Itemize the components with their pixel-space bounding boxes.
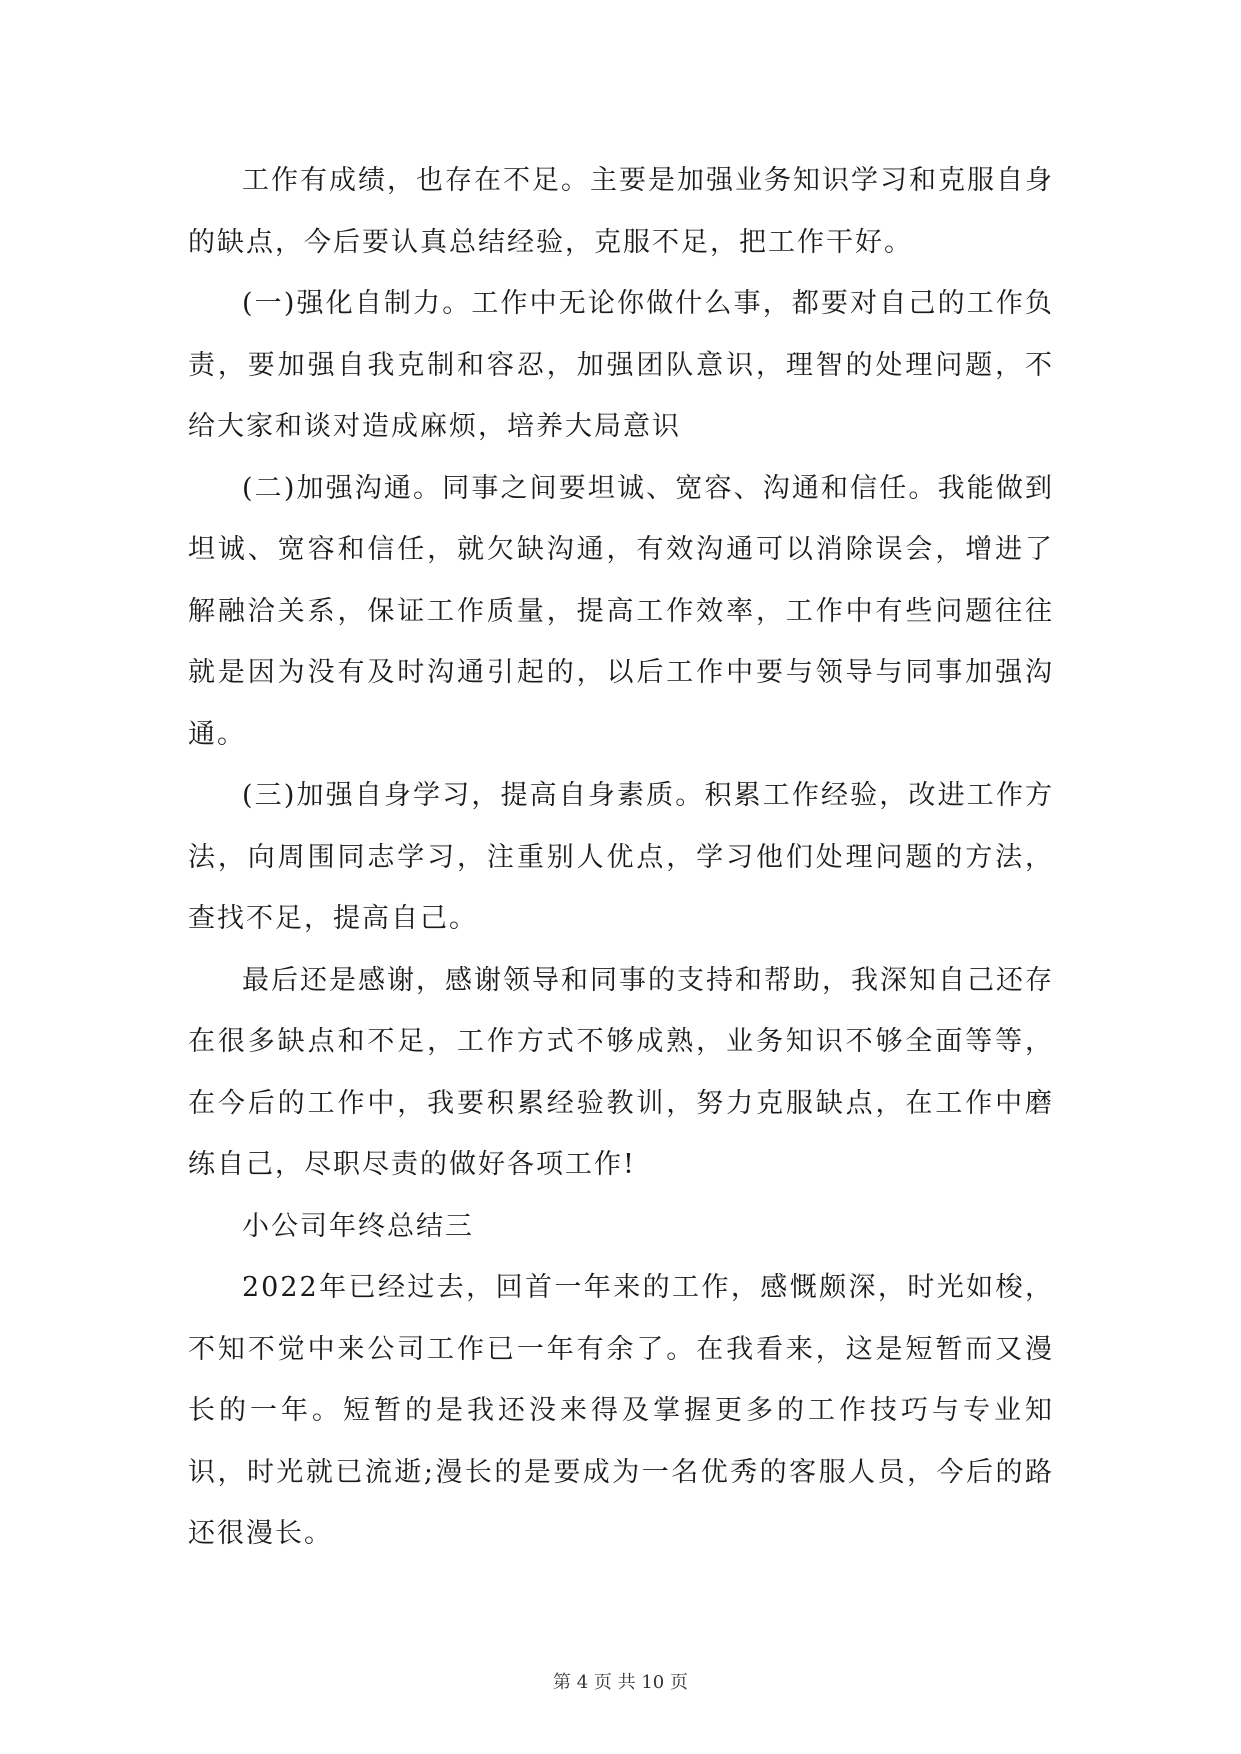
paragraph-self-control: (一)强化自制力。工作中无论你做什么事，都要对自己的工作负责，要加强自我克制和容忍，加强团队意识，理智的处理问题，不给大家和谈对造成麻烦，培养大局意识 bbox=[188, 288, 1054, 442]
document-body bbox=[188, 150, 1054, 1565]
paragraph-summary: 工作有成绩，也存在不足。主要是加强业务知识学习和克服自身的缺点，今后要认真总结经验，克服不足，把工作干好。 bbox=[188, 165, 1054, 258]
paragraph-communication: (二)加强沟通。同事之间要坦诚、宽容、沟通和信任。我能做到坦诚、宽容和信任，就欠缺沟通，有效沟通可以消除误会，增进了解融洽关系，保证工作质量，提高工作效率，工作中有些问题往往就是因为没有及时沟通引起的，以后工作中要与领导与同事加强沟通。 bbox=[188, 472, 1054, 750]
section-title: 小公司年终总结三 bbox=[242, 1210, 474, 1242]
page-number-footer: 第 4 页 共 10 页 bbox=[553, 1672, 688, 1693]
paragraph-year-review: 2022年已经过去，回首一年来的工作，感慨颇深，时光如梭，不知不觉中来公司工作已一年有余了。在我看来，这是短暂而又漫长的一年。短暂的是我还没来得及掌握更多的工作技巧与专业知识，时光就已流逝;漫长的是要成为一名优秀的客服人员，今后的路还很漫长。 bbox=[188, 1272, 1054, 1549]
paragraph-self-study: (三)加强自身学习，提高自身素质。积累工作经验，改进工作方法，向周围同志学习，注重别人优点，学习他们处理问题的方法，查找不足，提高自己。 bbox=[188, 780, 1054, 934]
paragraph-thanks: 最后还是感谢，感谢领导和同事的支持和帮助，我深知自己还存在很多缺点和不足，工作方式不够成熟，业务知识不够全面等等，在今后的工作中，我要积累经验教训，努力克服缺点，在工作中磨练自己，尽职尽责的做好各项工作! bbox=[188, 964, 1054, 1180]
